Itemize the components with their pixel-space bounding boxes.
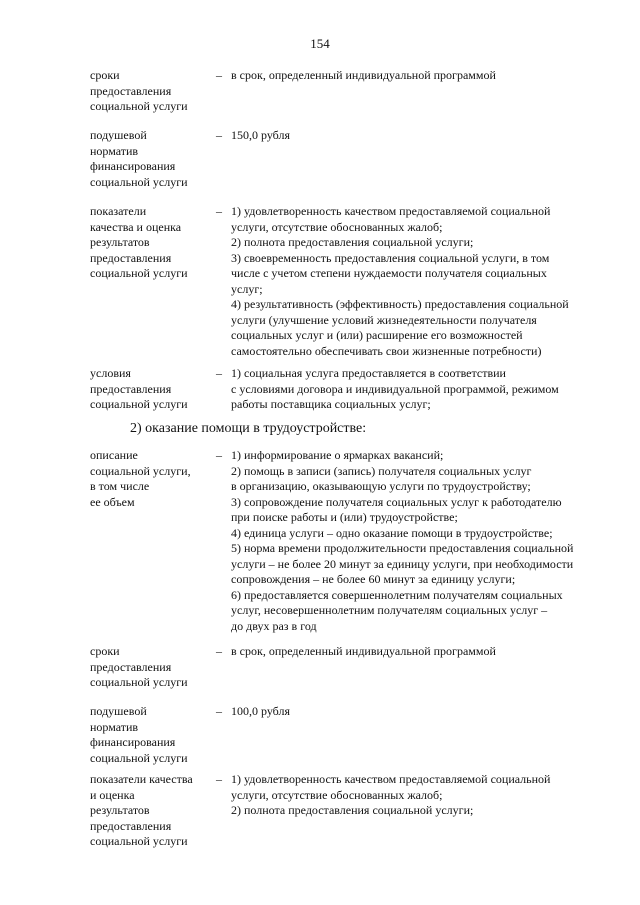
value-line: услуги, отсутствие обоснованных жалоб; bbox=[231, 219, 443, 234]
row-label bbox=[90, 366, 208, 413]
label-line: норматив bbox=[90, 719, 139, 734]
label-line: показатели bbox=[90, 204, 147, 218]
label-line: описание bbox=[90, 448, 138, 462]
row-value bbox=[231, 366, 609, 413]
value-line: 6) предоставляется совершеннолетним получателям социальных bbox=[231, 587, 563, 602]
label-line: сроки bbox=[90, 68, 120, 82]
label-line: предоставления bbox=[90, 659, 172, 674]
value-line: 1) социальная услуга предоставляется в соответствии bbox=[231, 366, 506, 380]
dash: – bbox=[216, 68, 222, 82]
row-label bbox=[90, 128, 208, 190]
label-line: в том числе bbox=[90, 479, 150, 493]
row-label bbox=[90, 644, 208, 691]
label-line: финансирования bbox=[90, 735, 176, 749]
label-line: норматив bbox=[90, 143, 139, 158]
label-line: сроки bbox=[90, 644, 120, 658]
label-line: и оценка bbox=[90, 787, 135, 802]
value-line: 5) норма времени продолжительности предоставления социальной bbox=[231, 541, 574, 555]
label-line: предоставления bbox=[90, 818, 172, 833]
row-value bbox=[231, 772, 609, 819]
label-line: условия bbox=[90, 366, 131, 380]
label-line: социальной услуги bbox=[90, 675, 188, 689]
section-heading: 2) оказание помощи в трудоустройстве: bbox=[130, 421, 367, 436]
row-label bbox=[90, 448, 208, 510]
dash: – bbox=[216, 704, 222, 718]
value-line: услуги – не более 20 минут за единицу услуги, при необходимости bbox=[231, 556, 574, 571]
value-line: самостоятельно обеспечивать свои жизненные потребности) bbox=[231, 343, 542, 358]
label-line: предоставления bbox=[90, 83, 172, 98]
row-label bbox=[90, 204, 208, 282]
value-line: 4) единица услуги – одно оказание помощи в трудоустройстве; bbox=[231, 525, 553, 540]
label-line: финансирования bbox=[90, 159, 176, 173]
page-number: 154 bbox=[310, 36, 330, 51]
row-value bbox=[231, 448, 609, 634]
row-value bbox=[231, 128, 609, 144]
row-label bbox=[90, 68, 208, 115]
value-line: услуг, несовершеннолетним получателям социальных услуг – bbox=[231, 603, 548, 617]
label-line: подушевой bbox=[90, 128, 147, 142]
label-line: показатели качества bbox=[90, 772, 193, 786]
value-line: числе с учетом степени нуждаемости получателя социальных bbox=[231, 266, 547, 280]
row-value bbox=[231, 204, 609, 359]
label-line: подушевой bbox=[90, 704, 147, 718]
label-line: результатов bbox=[90, 235, 150, 249]
value-line: с условиями договора и индивидуальной программой, режимом bbox=[231, 381, 559, 396]
label-line: социальной услуги bbox=[90, 266, 188, 280]
label-line: ее объем bbox=[90, 494, 135, 509]
value-line: 2) полнота предоставления социальной услуги; bbox=[231, 803, 474, 817]
value-line: при поиске работы и (или) трудоустройстве; bbox=[231, 510, 458, 524]
row-label bbox=[90, 704, 208, 766]
value-line: до двух раз в год bbox=[231, 618, 317, 633]
label-line: социальной услуги bbox=[90, 174, 188, 189]
dash: – bbox=[216, 204, 222, 218]
value-line: 100,0 рубля bbox=[231, 704, 290, 718]
dash: – bbox=[216, 772, 222, 786]
label-line: предоставления bbox=[90, 250, 172, 265]
value-line: 3) своевременность предоставления социальной услуги, в том bbox=[231, 250, 550, 265]
row-value bbox=[231, 644, 609, 660]
label-line: результатов bbox=[90, 803, 150, 817]
value-line: услуги (улучшение условий жизнедеятельности получателя bbox=[231, 312, 537, 327]
dash: – bbox=[216, 644, 222, 658]
value-line: 1) удовлетворенность качеством предоставляемой социальной bbox=[231, 772, 551, 786]
value-line: в организацию, оказывающую услуги по трудоустройству; bbox=[231, 479, 531, 493]
label-line: качества и оценка bbox=[90, 219, 182, 234]
value-line: 2) полнота предоставления социальной услуги; bbox=[231, 235, 474, 249]
row-value bbox=[231, 68, 609, 84]
label-line: предоставления bbox=[90, 381, 172, 396]
dash: – bbox=[216, 448, 222, 462]
label-line: социальной услуги bbox=[90, 99, 188, 113]
row-value bbox=[231, 704, 609, 720]
value-line: услуг; bbox=[231, 281, 263, 296]
row-label bbox=[90, 772, 208, 850]
value-line: 150,0 рубля bbox=[231, 128, 290, 142]
value-line: 4) результативность (эффективность) предоставления социальной bbox=[231, 297, 569, 311]
value-line: социальных услуг и (или) расширение его возможностей bbox=[231, 328, 523, 342]
label-line: социальной услуги bbox=[90, 750, 188, 765]
value-line: работы поставщика социальных услуг; bbox=[231, 397, 431, 411]
value-line: 2) помощь в записи (запись) получателя социальных услуг bbox=[231, 463, 532, 478]
value-line: 1) информирование о ярмарках вакансий; bbox=[231, 448, 444, 462]
label-line: социальной услуги bbox=[90, 397, 188, 411]
value-line: услуги, отсутствие обоснованных жалоб; bbox=[231, 787, 443, 802]
label-line: социальной услуги bbox=[90, 834, 188, 848]
value-line: 1) удовлетворенность качеством предоставляемой социальной bbox=[231, 204, 551, 218]
label-line: социальной услуги, bbox=[90, 463, 191, 478]
dash: – bbox=[216, 128, 222, 142]
value-line: в срок, определенный индивидуальной программой bbox=[231, 68, 496, 82]
value-line: сопровождения – не более 60 минут за единицу услуги; bbox=[231, 572, 516, 586]
value-line: в срок, определенный индивидуальной программой bbox=[231, 644, 496, 658]
value-line: 3) сопровождение получателя социальных услуг к работодателю bbox=[231, 494, 562, 509]
dash: – bbox=[216, 366, 222, 380]
